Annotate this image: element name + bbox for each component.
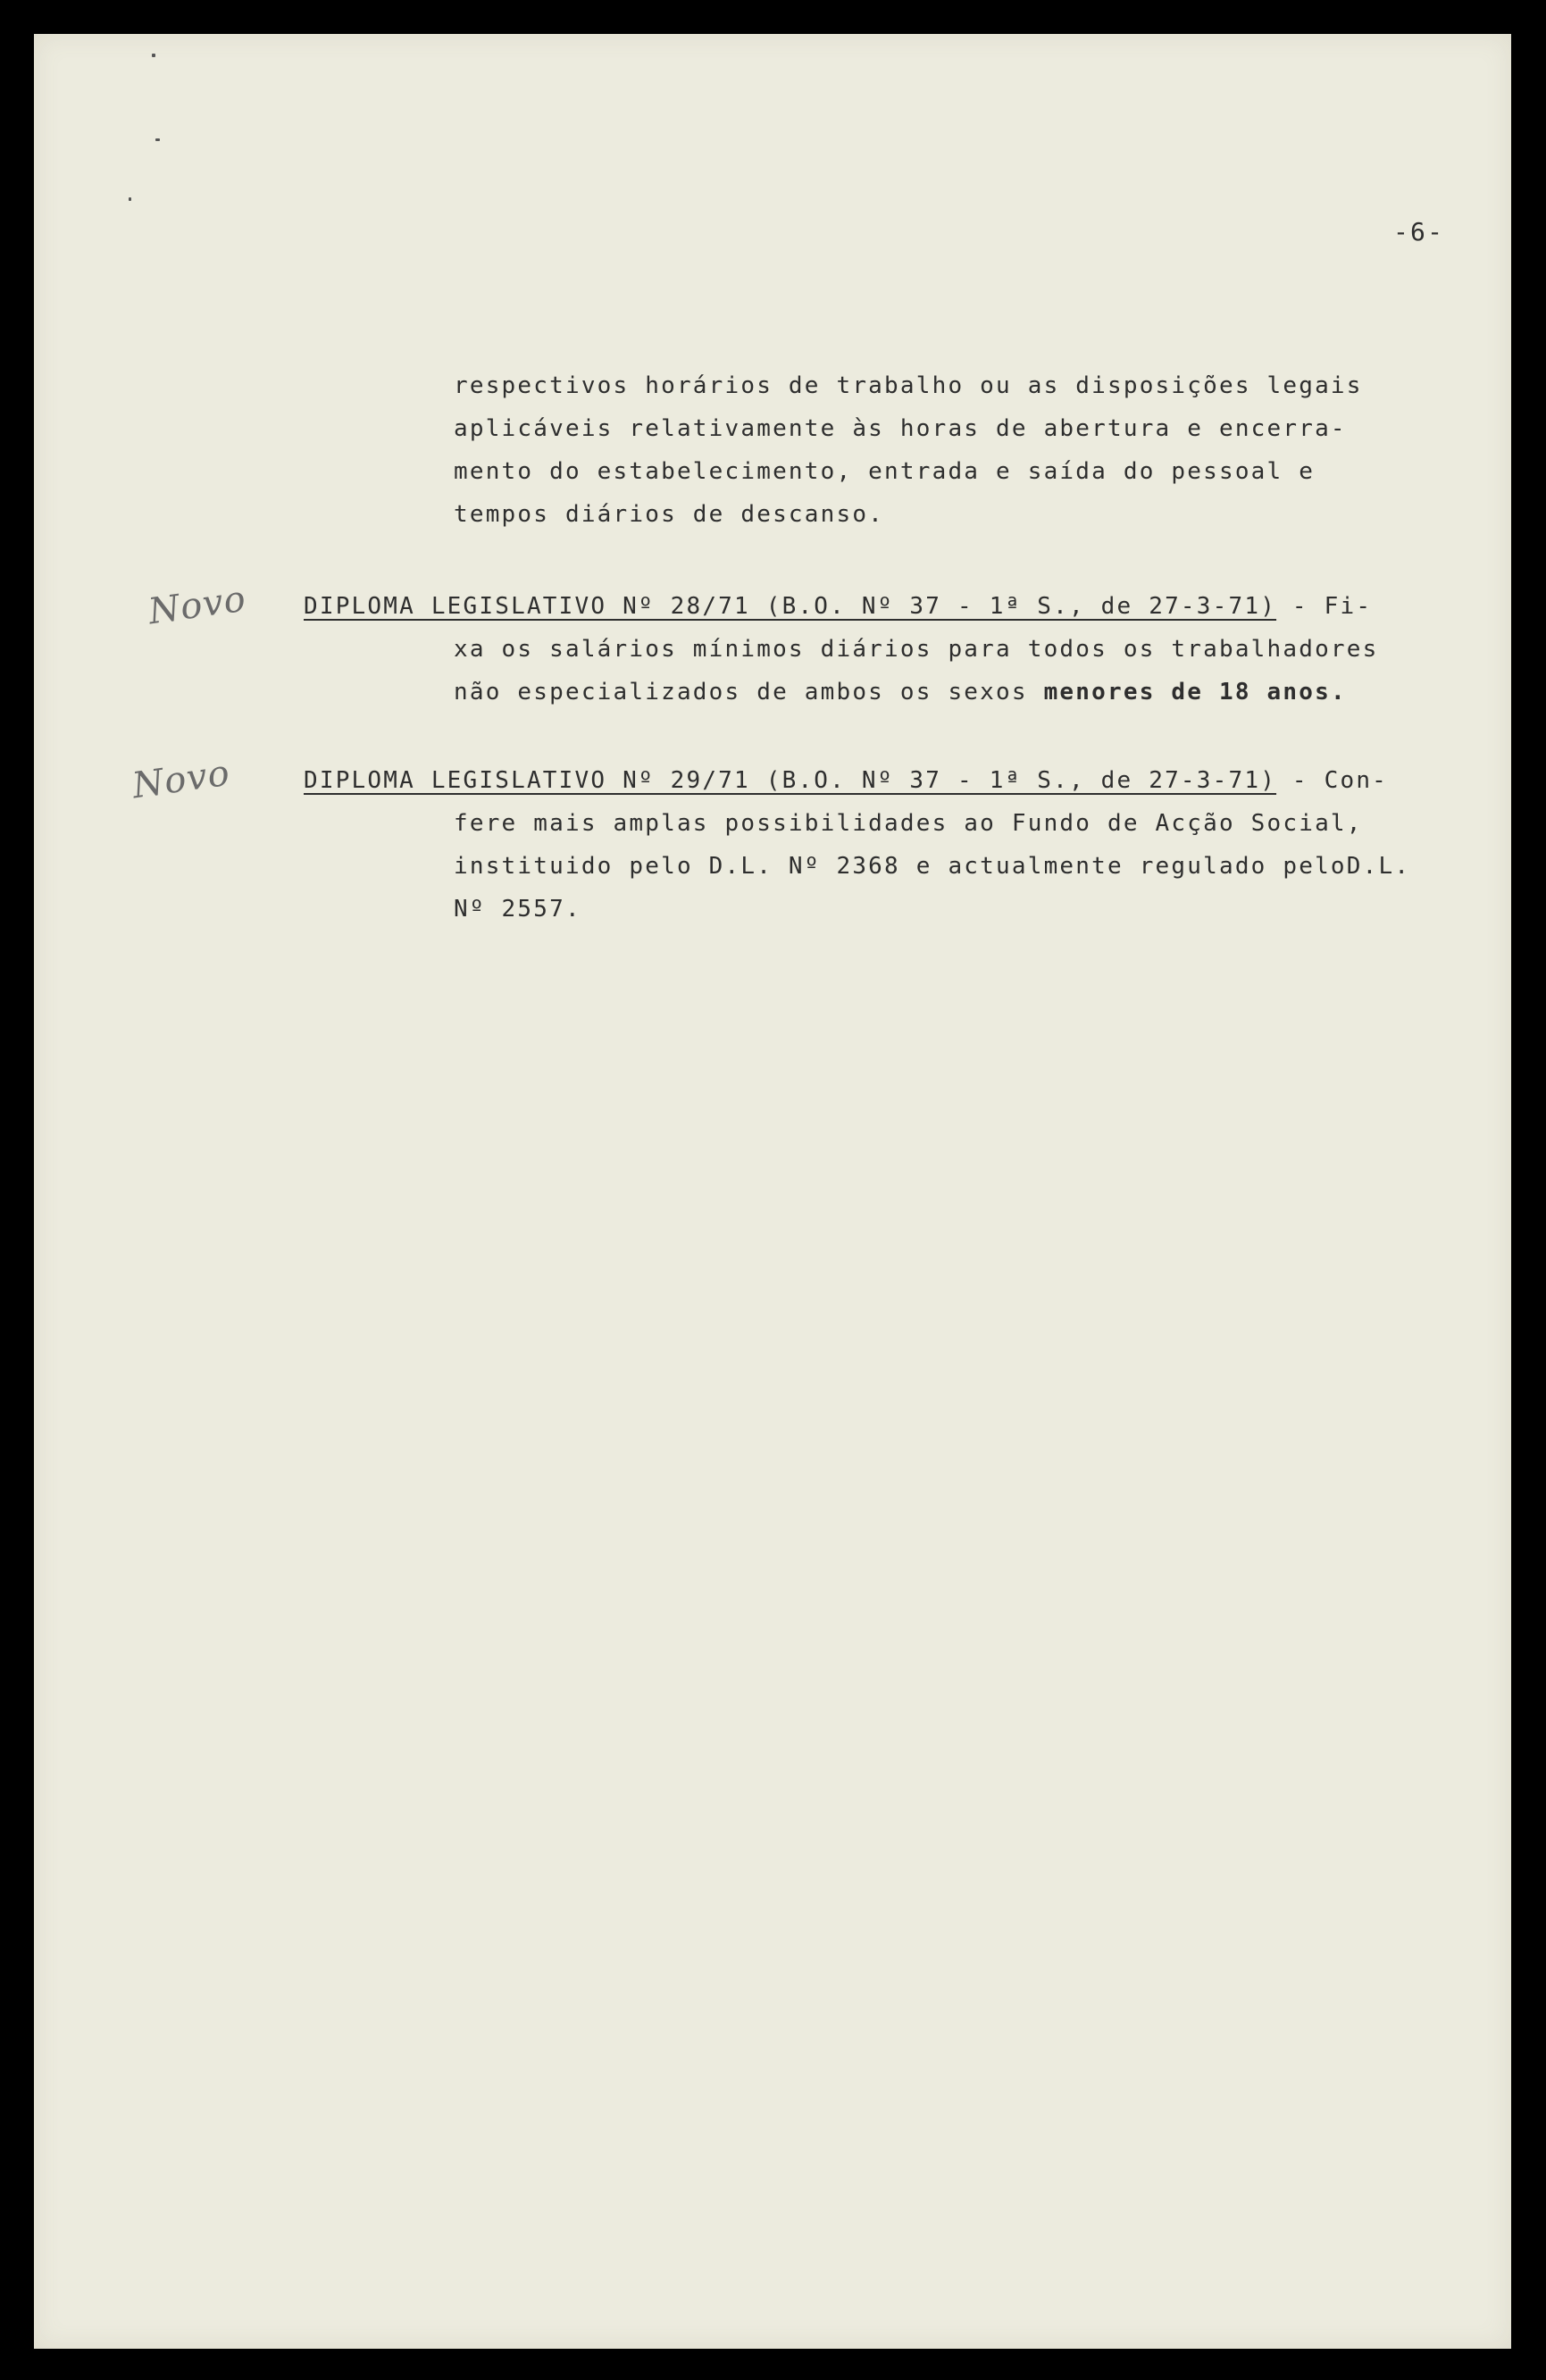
paragraph-line: respectivos horários de trabalho ou as disposições legais: [454, 372, 1363, 399]
entry-heading: DIPLOMA LEGISLATIVO Nº 29/71 (B.O. Nº 37 - 1ª S., de 27-3-71): [304, 767, 1277, 794]
entry-heading-line: [304, 759, 1410, 802]
paragraph-line: aplicáveis relativamente às horas de abertura e encerra-: [454, 415, 1347, 442]
entry-body-emphasis: menores de 18 anos.: [1043, 679, 1347, 706]
entry-body-line: fere mais amplas possibilidades ao Fundo de Acção Social,: [454, 810, 1363, 837]
entry-heading-line: [304, 585, 1379, 628]
intro-paragraph: [454, 364, 1363, 536]
paper-speck: [152, 54, 155, 57]
handwritten-margin-note: Novo: [130, 752, 233, 807]
handwritten-margin-note: Novo: [146, 578, 249, 633]
entry-heading: DIPLOMA LEGISLATIVO Nº 28/71 (B.O. Nº 37 - 1ª S., de 27-3-71): [304, 593, 1277, 620]
entry-diploma-28-71: [304, 585, 1379, 714]
paragraph-line: mento do estabelecimento, entrada e saída do pessoal e: [454, 458, 1316, 485]
paper-speck: [155, 138, 160, 141]
paper-speck: [129, 197, 131, 201]
document-page: [34, 34, 1511, 2349]
entry-heading-tail: - Con-: [1276, 767, 1389, 794]
entry-body-line: [454, 671, 1379, 714]
page-number: -6-: [1393, 217, 1445, 246]
paragraph-line: tempos diários de descanso.: [454, 501, 885, 528]
entry-heading-tail: - Fi-: [1276, 593, 1373, 620]
entry-diploma-29-71: [304, 759, 1410, 931]
entry-body-line: Nº 2557.: [454, 896, 581, 923]
entry-body-line: instituido pelo D.L. Nº 2368 e actualmente regulado peloD.L.: [454, 853, 1411, 880]
entry-body-text: não especializados de ambos os sexos: [454, 679, 1044, 706]
entry-body-line: xa os salários mínimos diários para todos os trabalhadores: [454, 636, 1379, 663]
